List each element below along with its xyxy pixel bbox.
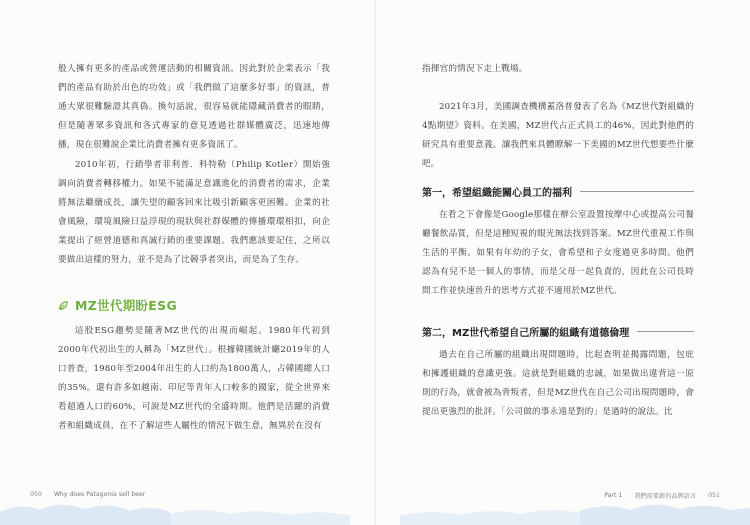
left-para-3: 這股ESG趨勢是隨著MZ世代的出現而崛起。1980年代初到2000年代初出生的人稱為「MZ世代」。根據韓國統計廳2019年的人口普查，1980年至2004年出生的人口約為1800萬人，占韓國總人口的35%。還有許多如越南、印尼等青年人口較多的國家，從全世界來看超過人口的60%，可說是MZ世代的全盛時期。他們是活躍的消費者和組織成員，在不了解這些人屬性的情況下做生意，無異於在沒有 <box>58 326 330 431</box>
heading-1 <box>422 184 694 199</box>
right-para-2-block <box>422 98 694 174</box>
leaf-icon <box>58 300 69 311</box>
right-para-1: 指揮官的情況下走上戰場。 <box>422 64 528 74</box>
right-para-1-block <box>422 60 694 79</box>
left-para-2: 2010年初，行銷學者菲利普．科特勒（Philip Kotler）開始強調向消費者轉移權力。如果不能滿足意識進化的消費者的需求，企業將無法繼續成長，讓失望的顧客回來比吸引新顧客更困難。企業的社會風險，環境風險日益浮現的現狀與社群媒體的傳播環環相扣，向企業提出了經營道德和真誠行銷的重要課題。我們應該要記住，之所以要做出這樣的努力，並不是為了比競爭者突出，而是為了生存。 <box>58 160 330 265</box>
section-title <box>58 296 177 314</box>
heading-2-rule <box>637 331 694 332</box>
right-para-3-block <box>422 206 694 301</box>
left-para-1: 般人擁有更多的產品或營運活動的相關資訊。因此對於企業表示「我們的產品有助於出色的功效」或「我們做了這麼多好事」的資訊，普通大眾很難驗證其真偽。換句話說，很容易就能隱藏消費者的眼睛，但是隨著眾多資訊和各式專家的意見透過社群媒體廣泛，迅速地傳播，現在很難說企業比消費者擁有更多資訊了。 <box>58 64 330 150</box>
left-para-2-block <box>58 156 330 270</box>
heading-2-text: 第二，MZ世代希望自己所屬的組織有道德倫理 <box>422 328 630 339</box>
heading-1-text: 第一，希望組織能關心員工的福利 <box>422 188 572 199</box>
left-running-title: Why does Patagonia sell beer <box>53 491 146 498</box>
right-para-4-block <box>422 346 694 422</box>
left-para-1-block <box>58 60 330 155</box>
section-title-text: MZ世代期盼ESG <box>75 298 178 313</box>
heading-1-rule <box>580 191 694 192</box>
right-para-4: 過去在自己所屬的組織出現問題時，比起查明並揭露問題，包庇和擁護組織的意識更強。這就是對組織的忠誠，如果做出違背這一原則的行為，就會被為背叛者，但是MZ世代在自己公司出現問題時，會提出更強烈的批評。「公司做的事永遠是對的」是過時的說法。比 <box>422 350 694 417</box>
left-footer <box>30 491 145 498</box>
book-gutter <box>374 0 376 525</box>
left-page-number: 050 <box>30 491 42 498</box>
right-para-2: 2021年3月，美國調查機構蓋洛普發表了名為《MZ世代對組織的4點期望》資料。在美國，MZ世代占正式員工的46%，因此對他們的研究具有重要意義。讓我們來具體瞭解一下美國的MZ世代想要些什麼吧。 <box>422 102 694 169</box>
right-page-number: 051 <box>708 492 720 499</box>
right-page <box>422 60 694 480</box>
heading-2 <box>422 324 694 339</box>
right-para-3: 在看之下會像是Google那樣在辦公室設置按摩中心或提高公司餐廳餐飲品質，但是這種短視的眼光無法找到答案。MZ世代重視工作與生活的平衡。如果有年幼的子女，會希望和子女度過更多時間。他們認為有兒不是一個人的事情，而是父母一起負責的，因此在公司長時間工作並快速晉升的思考方式並不適用於MZ世代。 <box>422 210 694 296</box>
right-running-part: Part 1 <box>604 492 623 499</box>
right-running-chapter: 我們需要新的品牌語言 <box>634 493 697 500</box>
left-para-3-block <box>58 322 330 436</box>
left-page <box>58 60 330 480</box>
right-footer <box>604 491 720 500</box>
